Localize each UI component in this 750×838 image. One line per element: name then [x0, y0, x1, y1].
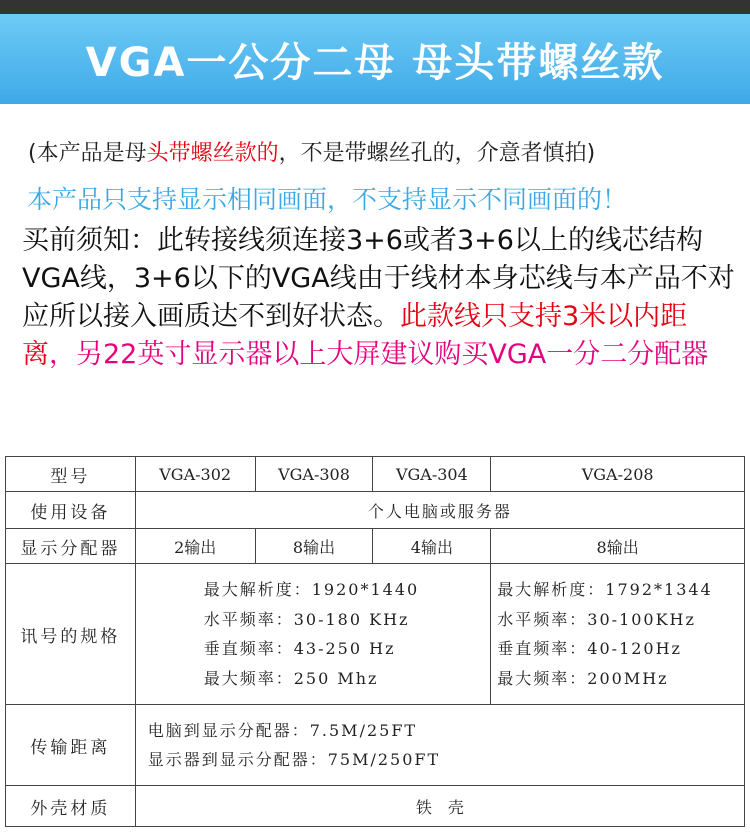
note-highlight: 头带螺丝款的 [146, 141, 279, 166]
banner-title: VGA一公分二母 母头带螺丝款 [85, 39, 665, 86]
product-note [28, 136, 595, 167]
note-open: (本产品是母 [28, 141, 147, 166]
splitter-cell: 2输出 [135, 529, 255, 564]
signal-spec-left [135, 564, 491, 705]
model-cell: VGA-208 [491, 457, 745, 492]
distance-label: 传输距离 [6, 705, 136, 786]
model-cell: VGA-304 [373, 457, 491, 492]
spec-table [5, 456, 745, 827]
signal-label: 讯号的规格 [6, 564, 136, 705]
table-row-model [6, 457, 745, 492]
table-row-signal [6, 564, 745, 705]
spec-line: 最大解析度：1792*1344 [497, 580, 713, 599]
note-rest: ，不是带螺丝孔的，介意者慎拍) [278, 141, 596, 166]
splitter-cell: 8输出 [491, 529, 745, 564]
splitter-label: 显示分配器 [6, 529, 136, 564]
model-cell: VGA-308 [255, 457, 373, 492]
table-row-device [6, 492, 745, 529]
same-display-notice: 本产品只支持显示相同画面，不支持显示不同画面的！ [27, 185, 628, 214]
splitter-cell: 8输出 [255, 529, 373, 564]
notice-distance-warning: 此款线只支持3米以内距离 [22, 301, 688, 370]
spec-line: 最大频率：200MHz [497, 668, 669, 688]
spec-line: 垂直频率：40-120Hz [497, 639, 682, 658]
purchase-notice [22, 222, 737, 374]
notice-text: 买前须知：此转接线须连接3+6或者3+6以上的线芯结构VGA线，3+6以下的VGA线由于线材本身芯线与本产品不对应所以接入画质达不到好状态。 [22, 225, 735, 332]
top-bar [0, 0, 750, 14]
title-banner [0, 14, 750, 104]
shell-value: 铁 壳 [135, 786, 744, 827]
spec-line: 水平频率：30-100KHz [497, 609, 696, 629]
notice-recommendation: ，另22英寸显示器以上大屏建议购买VGA一分二分配器 [49, 339, 709, 370]
device-label: 使用设备 [6, 492, 136, 529]
table-row-shell [6, 786, 745, 827]
device-value: 个人电脑或服务器 [135, 492, 744, 529]
model-label: 型号 [6, 457, 136, 492]
shell-label: 外壳材质 [6, 786, 136, 827]
distance-line: 显示器到显示分配器：75M/250FT [147, 750, 441, 769]
signal-spec-right [491, 564, 745, 705]
spec-line: 水平频率：30-180 KHz [203, 609, 410, 629]
table-row-splitter [6, 529, 745, 564]
distance-value [135, 705, 744, 786]
model-cell: VGA-302 [135, 457, 255, 492]
distance-line: 电脑到显示分配器：7.5M/25FT [147, 721, 418, 740]
table-row-distance [6, 705, 745, 786]
spec-line: 最大频率：250 Mhz [203, 668, 379, 688]
spec-line: 最大解析度：1920*1440 [203, 580, 420, 599]
splitter-cell: 4输出 [373, 529, 491, 564]
spec-line: 垂直频率：43-250 Hz [203, 639, 396, 658]
